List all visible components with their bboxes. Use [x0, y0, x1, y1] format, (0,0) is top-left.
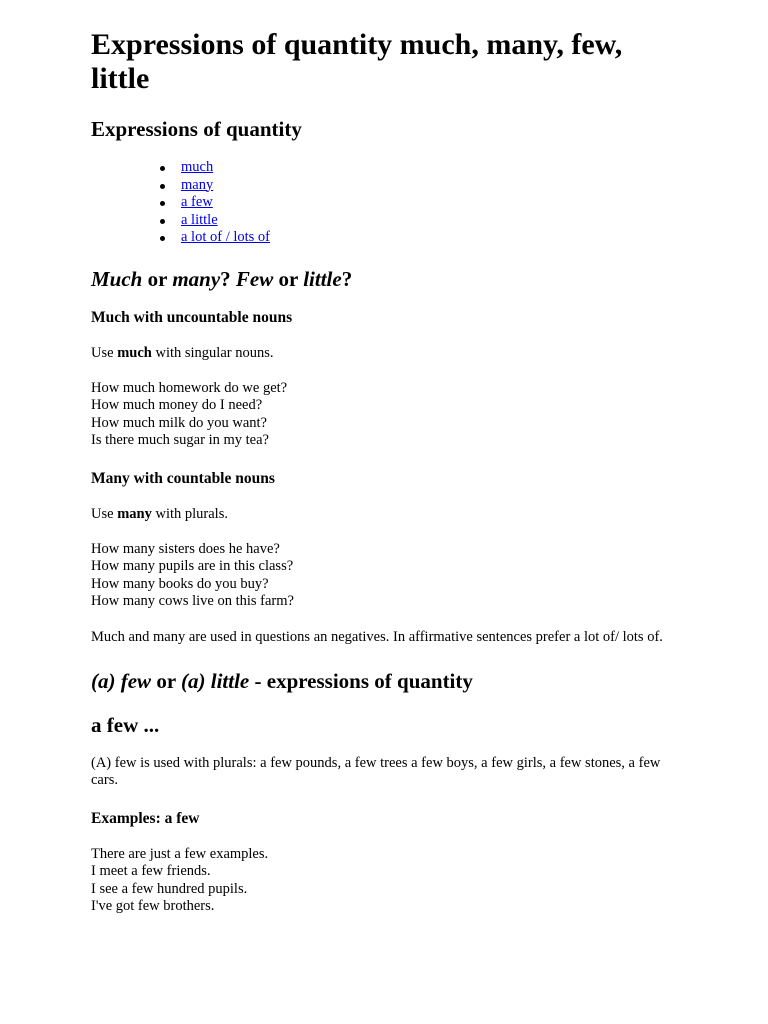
section-heading-much-or-many — [91, 267, 676, 291]
example-line: How many books do you buy? — [91, 575, 269, 592]
heading-word-few: Few — [235, 266, 274, 291]
heading-word-a-little: (a) little — [181, 668, 250, 693]
heading-text: ? — [341, 266, 353, 291]
toc-item — [181, 212, 676, 230]
toc-item — [181, 177, 676, 195]
heading-text: or — [151, 668, 182, 693]
a-few-examples — [91, 846, 676, 916]
section-heading-few-or-little — [91, 669, 676, 693]
toc-link-a-little[interactable]: a little — [181, 211, 218, 228]
example-line: How much money do I need? — [91, 397, 263, 414]
much-many-note: Much and many are used in questions an negatives. In affirmative sentences prefer a lot of/ lots of. — [91, 628, 663, 645]
usage-text: with plurals. — [151, 505, 228, 522]
subheading-much: Much with uncountable nouns — [91, 308, 293, 326]
heading-word-many: many — [172, 266, 221, 291]
heading-text: or — [142, 266, 173, 291]
heading-text: ? — [220, 266, 236, 291]
example-line: Is there much sugar in my tea? — [91, 432, 269, 449]
example-line: How many cows live on this farm? — [91, 593, 294, 610]
example-line: How much milk do you want? — [91, 414, 267, 431]
example-line: How many sisters does he have? — [91, 540, 280, 557]
usage-keyword: many — [117, 505, 152, 522]
a-few-description: (A) few is used with plurals: a few pounds, a few trees a few boys, a few girls, a few stones, a few cars. — [91, 754, 661, 789]
toc-link-a-few[interactable]: a few — [181, 194, 213, 211]
usage-text: with singular nouns. — [151, 344, 274, 361]
heading-word-little: little — [303, 266, 342, 291]
heading-text: - expressions of quantity — [249, 668, 473, 693]
example-line: How much homework do we get? — [91, 379, 288, 396]
section-heading-expressions: Expressions of quantity — [91, 117, 302, 141]
many-usage-text — [91, 506, 676, 524]
toc-item — [181, 229, 676, 247]
usage-text: Use — [91, 344, 118, 361]
usage-keyword: much — [117, 344, 152, 361]
heading-word-a-few: (a) few — [91, 668, 152, 693]
subheading-many: Many with countable nouns — [91, 469, 275, 487]
document-content — [91, 28, 676, 916]
toc-link-much[interactable]: much — [181, 159, 214, 175]
example-line: I see a few hundred pupils. — [91, 880, 248, 897]
much-usage-text — [91, 345, 676, 363]
toc-link-many[interactable]: many — [181, 176, 214, 193]
example-line: There are just a few examples. — [91, 845, 269, 862]
heading-word-much: Much — [91, 266, 143, 291]
toc-link-a-lot-of[interactable]: a lot of / lots of — [181, 229, 271, 246]
example-line: I meet a few friends. — [91, 863, 211, 880]
table-of-contents — [91, 159, 676, 247]
heading-text: or — [273, 266, 304, 291]
example-line: I've got few brothers. — [91, 898, 215, 915]
example-line: How many pupils are in this class? — [91, 558, 294, 575]
toc-item — [181, 194, 676, 212]
much-examples — [91, 380, 676, 450]
page-title: Expressions of quantity much, many, few, little — [91, 28, 623, 95]
subheading-examples-a-few: Examples: a few — [91, 809, 200, 827]
toc-item — [181, 159, 676, 177]
usage-text: Use — [91, 505, 118, 522]
section-heading-a-few: a few ... — [91, 712, 160, 737]
many-examples — [91, 541, 676, 611]
